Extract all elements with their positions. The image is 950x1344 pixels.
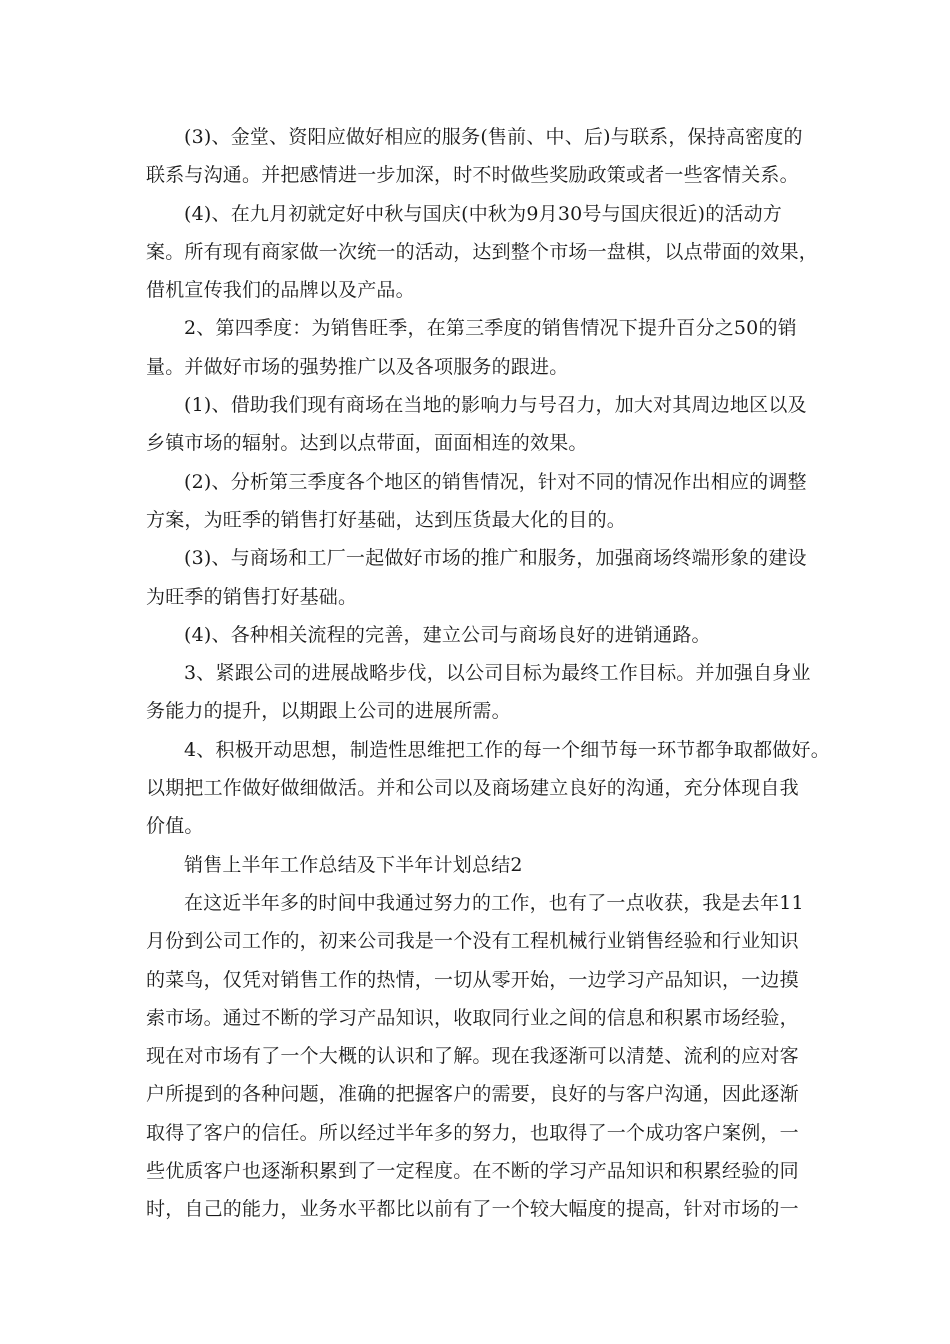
paragraph-line: 为旺季的销售打好基础。 — [146, 585, 358, 608]
paragraph-line: 销售上半年工作总结及下半年计划总结2 — [184, 853, 523, 876]
paragraph-line: 3、紧跟公司的进展战略步伐，以公司目标为最终工作目标。并加强自身业 — [184, 662, 811, 685]
paragraph-line: 借机宣传我们的品牌以及产品。 — [146, 279, 415, 302]
paragraph-line: 现在对市场有了一个大概的认识和了解。现在我逐渐可以清楚、流利的应对客 — [146, 1045, 799, 1068]
paragraph-p3 — [146, 309, 826, 386]
paragraph-line: 价值。 — [146, 815, 204, 838]
paragraph-p8 — [146, 654, 826, 731]
paragraph-p5 — [146, 463, 826, 540]
document-body — [146, 118, 830, 1229]
paragraph-line: 些优质客户也逐渐积累到了一定程度。在不断的学习产品知识和积累经验的同 — [146, 1160, 799, 1183]
paragraph-line: 2、第四季度：为销售旺季，在第三季度的销售情况下提升百分之50的销 — [184, 317, 797, 340]
paragraph-p1 — [146, 118, 826, 195]
paragraph-line: 取得了客户的信任。所以经过半年多的努力，也取得了一个成功客户案例，一 — [146, 1121, 799, 1144]
paragraph-p7 — [146, 616, 826, 654]
paragraph-line: 方案，为旺季的销售打好基础，达到压货最大化的目的。 — [146, 508, 627, 531]
paragraph-line: 联系与沟通。并把感情进一步加深，时不时做些奖励政策或者一些客情关系。 — [146, 164, 799, 187]
paragraph-line: 量。并做好市场的强势推广以及各项服务的跟进。 — [146, 355, 569, 378]
paragraph-line: 户所提到的各种问题，准确的把握客户的需要，良好的与客户沟通，因此逐渐 — [146, 1083, 799, 1106]
paragraph-line: 4、积极开动思想，制造性思维把工作的每一个细节每一环节都争取都做好。 — [184, 738, 830, 761]
paragraph-line: 月份到公司工作的，初来公司我是一个没有工程机械行业销售经验和行业知识 — [146, 930, 799, 953]
paragraph-line: (3)、与商场和工厂一起做好市场的推广和服务，加强商场终端形象的建设 — [184, 547, 807, 570]
paragraph-p4 — [146, 386, 826, 463]
paragraph-line: (2)、分析第三季度各个地区的销售情况，针对不同的情况作出相应的调整 — [184, 470, 807, 493]
paragraph-line: 索市场。通过不断的学习产品知识，收取同行业之间的信息和积累市场经验， — [146, 1006, 799, 1029]
paragraph-p11 — [146, 884, 826, 1229]
paragraph-p2 — [146, 195, 826, 310]
paragraph-line: 以期把工作做好做细做活。并和公司以及商场建立良好的沟通，充分体现自我 — [146, 777, 799, 800]
paragraph-line: (3)、金堂、资阳应做好相应的服务(售前、中、后)与联系，保持高密度的 — [184, 126, 803, 148]
paragraph-line: (1)、借助我们现有商场在当地的影响力与号召力，加大对其周边地区以及 — [184, 394, 807, 417]
paragraph-line: 乡镇市场的辐射。达到以点带面，面面相连的效果。 — [146, 432, 588, 455]
paragraph-line: 务能力的提升，以期跟上公司的进展所需。 — [146, 700, 511, 723]
paragraph-line: 案。所有现有商家做一次统一的活动，达到整个市场一盘棋，以点带面的效果， — [146, 240, 819, 263]
paragraph-line: (4)、各种相关流程的完善，建立公司与商场良好的进销通路。 — [184, 623, 711, 646]
paragraph-p6 — [146, 539, 826, 616]
paragraph-p9 — [146, 731, 830, 846]
paragraph-line: 时，自己的能力，业务水平都比以前有了一个较大幅度的提高，针对市场的一 — [146, 1198, 799, 1221]
paragraph-line: (4)、在九月初就定好中秋与国庆(中秋为9月30号与国庆很近)的活动方 — [184, 202, 783, 225]
paragraph-p10 — [146, 846, 826, 884]
paragraph-line: 的菜鸟，仅凭对销售工作的热情，一切从零开始，一边学习产品知识，一边摸 — [146, 968, 799, 991]
paragraph-line: 在这近半年多的时间中我通过努力的工作，也有了一点收获，我是去年11 — [184, 891, 804, 914]
